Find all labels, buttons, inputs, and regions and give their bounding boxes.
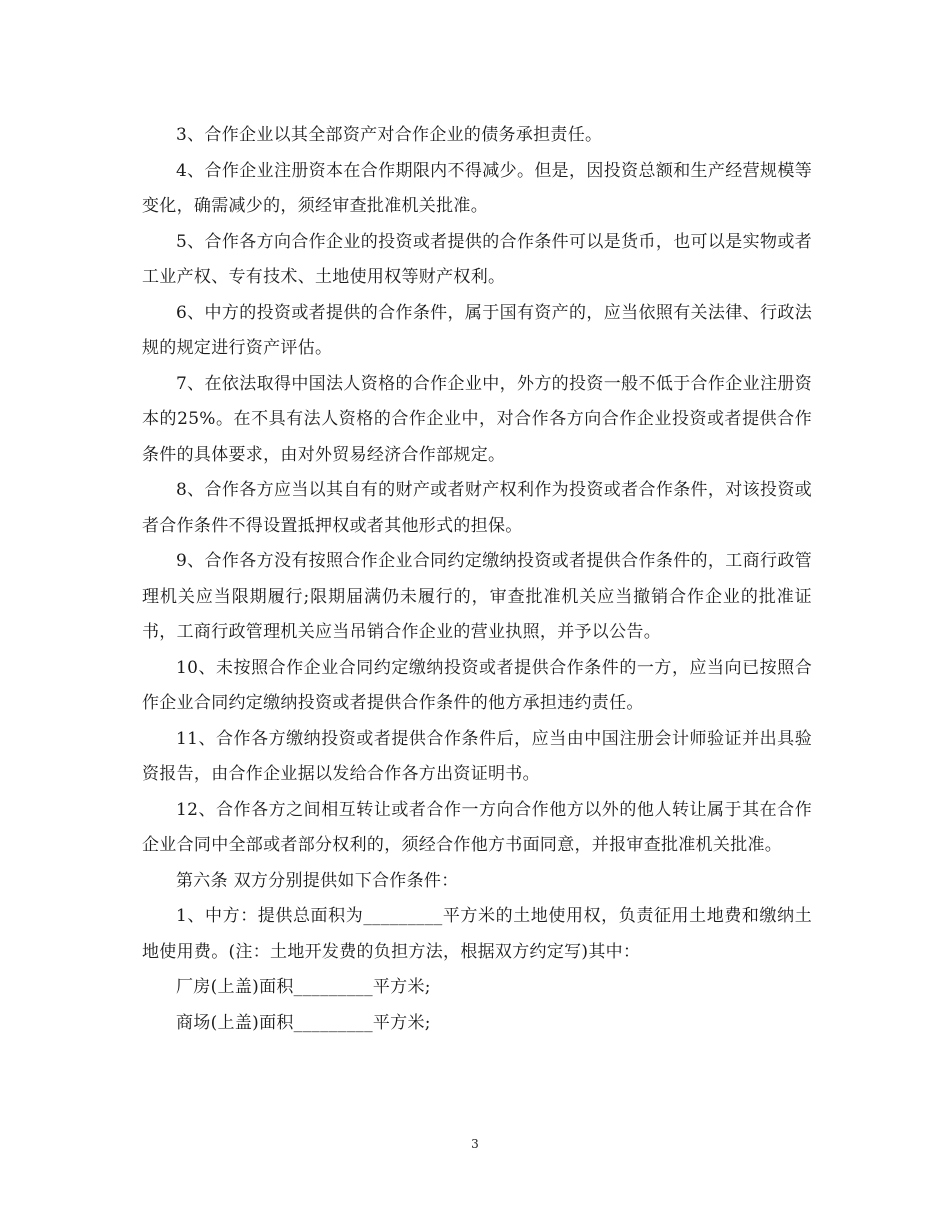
paragraph-clause-10: 10、未按照合作企业合同约定缴纳投资或者提供合作条件的一方，应当向已按照合作企业合同约定缴纳投资或者提供合作条件的他方承担违约责任。 bbox=[142, 657, 812, 713]
paragraph-clause-12: 12、合作各方之间相互转让或者合作一方向合作他方以外的他人转让属于其在合作企业合同中全部或者部分权利的，须经合作他方书面同意，并报审查批准机关批准。 bbox=[142, 799, 812, 855]
paragraph-clause-3: 3、合作企业以其全部资产对合作企业的债务承担责任。 bbox=[176, 125, 603, 145]
paragraph-factory-area: 厂房(上盖)面积_________平方米; bbox=[176, 977, 431, 997]
paragraph-clause-5: 5、合作各方向合作企业的投资或者提供的合作条件可以是货币，也可以是实物或者工业产权、专有技术、土地使用权等财产权利。 bbox=[142, 231, 812, 287]
page-number: 3 bbox=[471, 1137, 479, 1151]
paragraph-clause-8: 8、合作各方应当以其自有的财产或者财产权利作为投资或者合作条件，对该投资或者合作条件不得设置抵押权或者其他形式的担保。 bbox=[142, 480, 812, 536]
paragraph-clause-6: 6、中方的投资或者提供的合作条件，属于国有资产的，应当依照有关法律、行政法规的规定进行资产评估。 bbox=[142, 302, 812, 358]
paragraph-clause-4: 4、合作企业注册资本在合作期限内不得减少。但是，因投资总额和生产经营规模等变化，确需减少的，须经审查批准机关批准。 bbox=[142, 160, 812, 216]
document-body bbox=[142, 118, 812, 1041]
paragraph-clause-7: 7、在依法取得中国法人资格的合作企业中，外方的投资一般不低于合作企业注册资本的25%。在不具有法人资格的合作企业中，对合作各方向合作企业投资或者提供合作条件的具体要求，由对外贸易经济合作部规定。 bbox=[142, 373, 812, 465]
article-6-heading: 第六条 双方分别提供如下合作条件： bbox=[176, 870, 459, 891]
paragraph-mall-area: 商场(上盖)面积_________平方米; bbox=[176, 1012, 431, 1033]
paragraph-clause-9: 9、合作各方没有按照合作企业合同约定缴纳投资或者提供合作条件的，工商行政管理机关应当限期履行;限期届满仍未履行的，审查批准机关应当撤销合作企业的批准证书，工商行政管理机关应当吊销合作企业的营业执照，并予以公告。 bbox=[142, 551, 812, 642]
paragraph-clause-11: 11、合作各方缴纳投资或者提供合作条件后，应当由中国注册会计师验证并出具验资报告，由合作企业据以发给合作各方出资证明书。 bbox=[142, 728, 812, 784]
paragraph-chinese-party-conditions: 1、中方：提供总面积为_________平方米的土地使用权，负责征用土地费和缴纳土地使用费。(注：土地开发费的负担方法，根据双方约定写)其中： bbox=[142, 906, 812, 962]
